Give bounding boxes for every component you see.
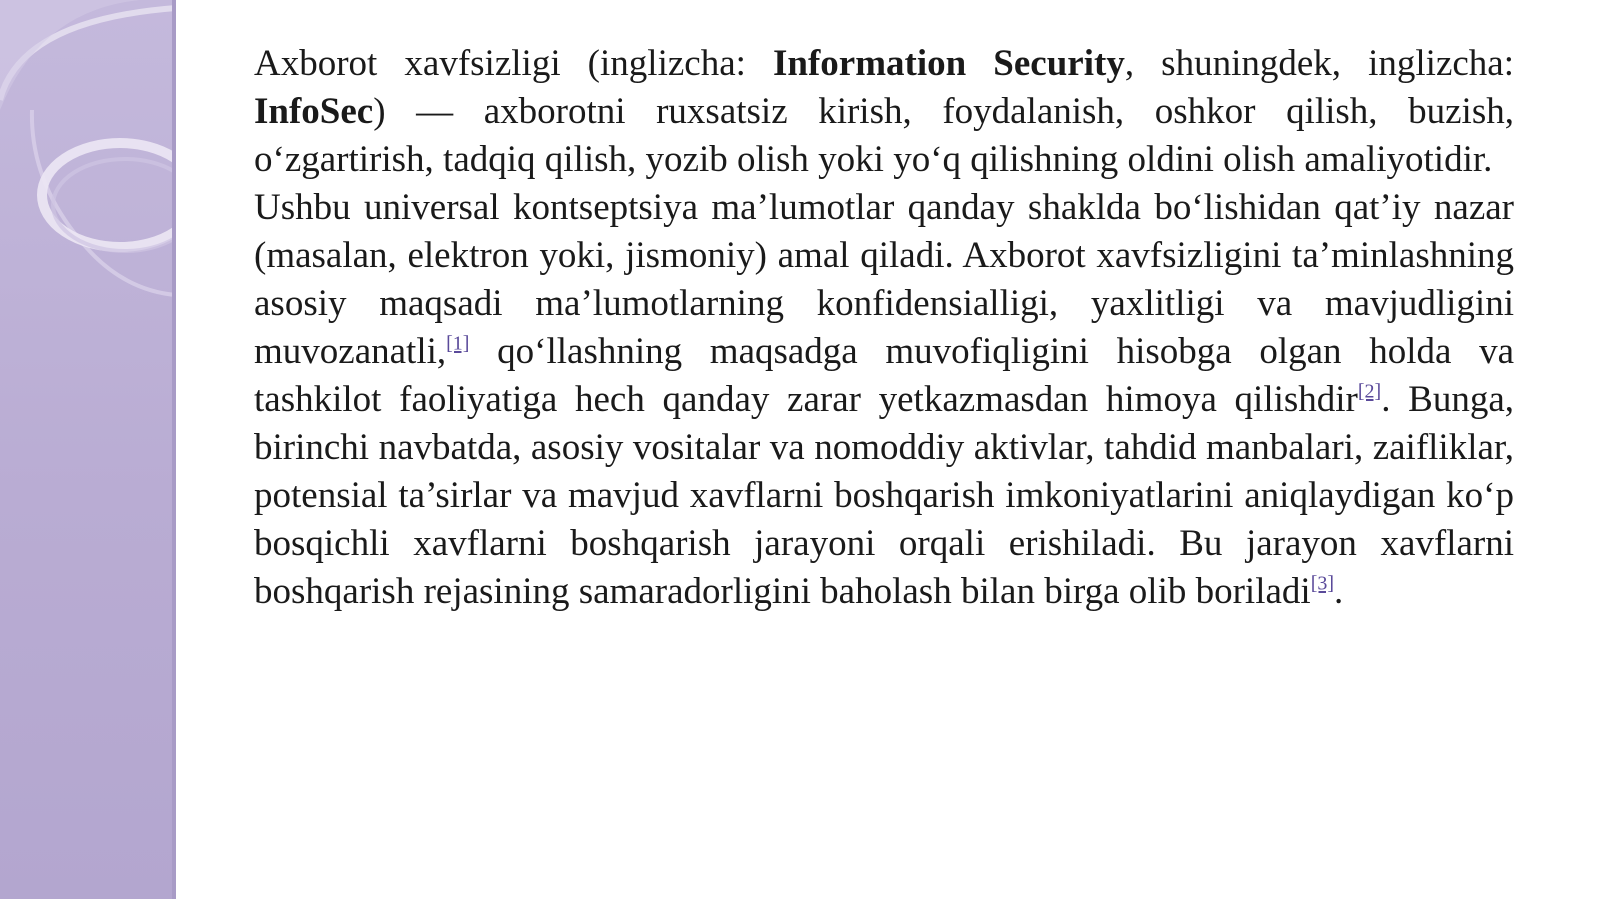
term-information-security: Information Security — [772, 43, 1125, 84]
reference-link-1[interactable]: [1] — [446, 332, 470, 355]
slide-body — [254, 40, 1514, 616]
reference-link-3[interactable]: [3] — [1310, 572, 1335, 595]
concept-part-1: Ushbu universal kontseptsiya ma’lumotlar qanday shaklda bo‘lishidan qat’iy nazar (masalan, elektron yoki, jismoniy) amal qiladi. Axborot xavfsizligini ta’minlashning asosiy maqsadi ma’lumotlarning konfidensialligi, yaxlitligi va mavjudligini muvozanatli, — [254, 187, 1514, 372]
concept-part-4: . — [1334, 571, 1344, 612]
definition-intro: Axborot xavfsizligi (inglizcha: — [254, 43, 773, 84]
side-panel-edge — [172, 0, 176, 899]
paragraph-concept — [254, 184, 1514, 616]
term-infosec: InfoSec — [254, 91, 374, 132]
decorative-rings — [0, 0, 176, 300]
definition-rest: ) — axborotni ruxsatsiz kirish, foydalanish, oshkor qilish, buzish, o‘zgartirish, tadqiq qilish, yozib olish yoki yo‘q qilishning oldini olish amaliyotidir. — [254, 91, 1514, 180]
definition-mid: , shuningdek, inglizcha: — [1124, 43, 1514, 84]
reference-link-2[interactable]: [2] — [1357, 380, 1382, 403]
side-panel — [0, 0, 176, 899]
concept-part-3: . Bunga, birinchi navbatda, asosiy vositalar va nomoddiy aktivlar, tahdid manbalari, zaifliklar, potensial ta’sirlar va mavjud xavflarni boshqarish imkoniyatlarini aniqlaydigan ko‘p bosqichli xavflarni boshqarish jarayoni orqali erishiladi. Bu jarayon xavflarni boshqarish rejasining samaradorligini baholash bilan birga olib boriladi — [254, 379, 1514, 612]
concept-part-2: qo‘llashning maqsadga muvofiqligini hisobga olgan holda va tashkilot faoliyatiga hech qanday zarar yetkazmasdan himoya qilishdir — [254, 331, 1514, 420]
paragraph-definition — [254, 40, 1514, 184]
